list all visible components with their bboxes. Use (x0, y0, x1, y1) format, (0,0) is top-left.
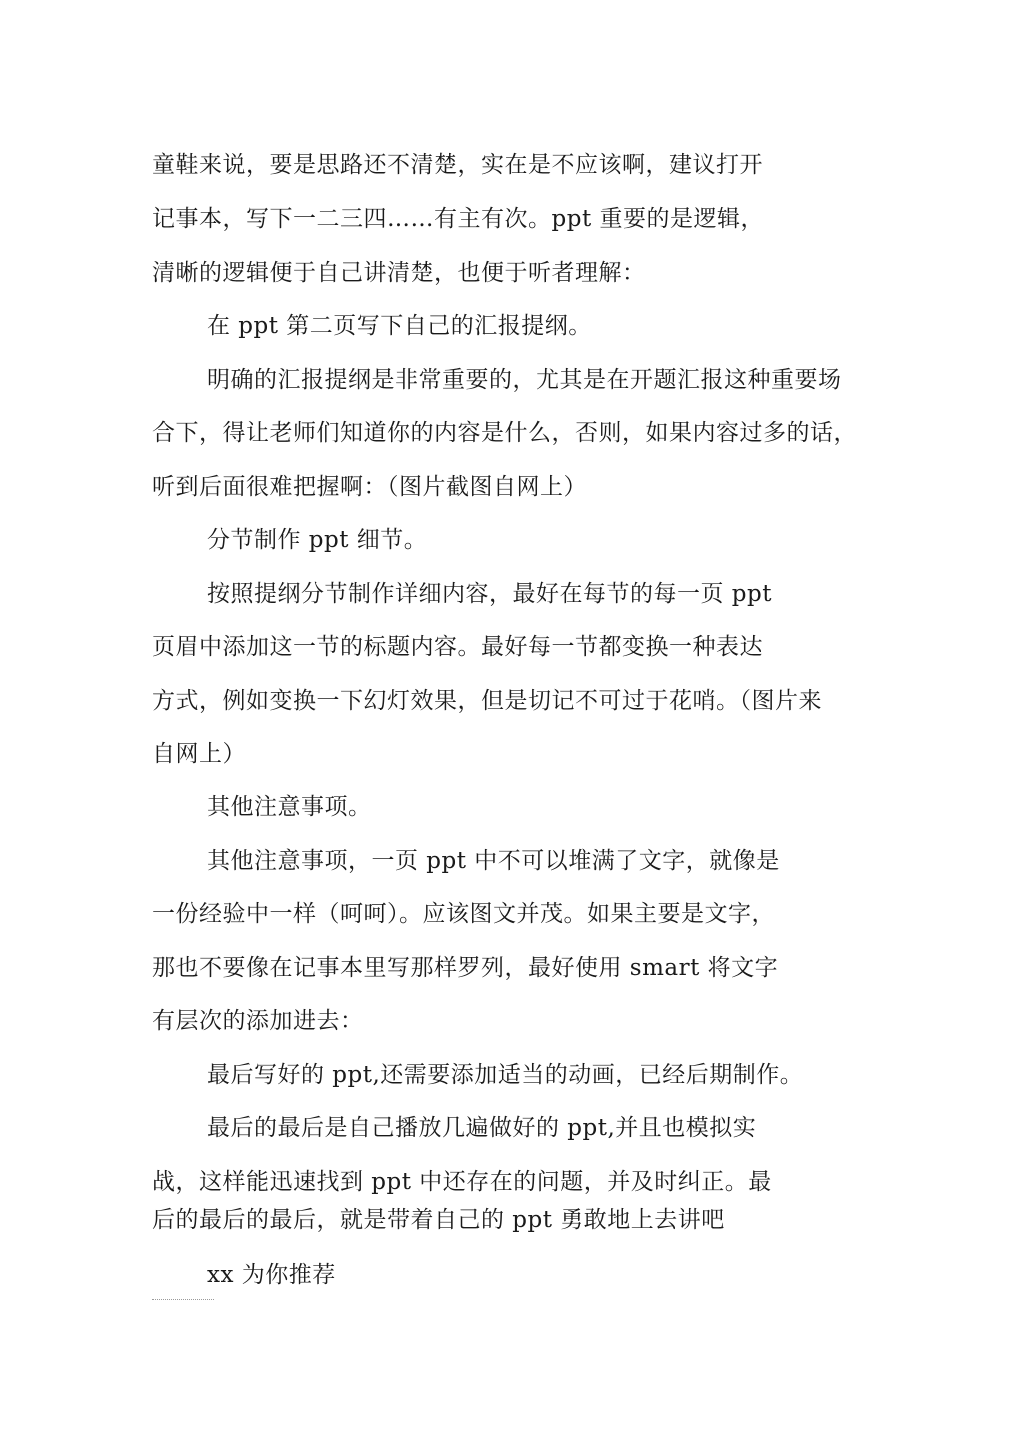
paragraph-line: 页眉中添加这一节的标题内容。最好每一节都变换一种表达 (152, 634, 763, 660)
paragraph-line: 明确的汇报提纲是非常重要的，尤其是在开题汇报这种重要场 (207, 367, 842, 393)
paragraph-line: 分节制作 ppt 细节。 (207, 527, 428, 553)
paragraph-line: 听到后面很难把握啊：（图片截图自网上） (152, 474, 587, 500)
paragraph-line: 童鞋来说，要是思路还不清楚，实在是不应该啊，建议打开 (152, 152, 763, 178)
footer-divider (152, 1299, 214, 1300)
paragraph-line: 其他注意事项。 (207, 794, 372, 820)
paragraph-line: 自网上） (152, 741, 246, 767)
paragraph-line: 合下，得让老师们知道你的内容是什么，否则，如果内容过多的话， (152, 420, 857, 446)
paragraph-line: 一份经验中一样（呵呵）。应该图文并茂。如果主要是文字， (152, 901, 775, 927)
recommendation-heading: xx 为你推荐 (207, 1262, 336, 1288)
paragraph-line: 记事本，写下一二三四……有主有次。ppt 重要的是逻辑， (152, 206, 764, 232)
paragraph-line: 那也不要像在记事本里写那样罗列，最好使用 smart 将文字 (152, 955, 779, 981)
paragraph-line: 方式，例如变换一下幻灯效果，但是切记不可过于花哨。（图片来 (152, 688, 822, 714)
paragraph-line: 有层次的添加进去： (152, 1008, 364, 1034)
paragraph-line: 清晰的逻辑便于自己讲清楚，也便于听者理解： (152, 260, 646, 286)
paragraph-line: 按照提纲分节制作详细内容，最好在每节的每一页 ppt (207, 581, 772, 607)
paragraph-line: 其他注意事项，一页 ppt 中不可以堆满了文字，就像是 (207, 848, 780, 874)
paragraph-line: 最后写好的 ppt,还需要添加适当的动画，已经后期制作。 (207, 1062, 804, 1088)
paragraph-line: 在 ppt 第二页写下自己的汇报提纲。 (207, 313, 592, 339)
paragraph-line: 后的最后的最后，就是带着自己的 ppt 勇敢地上去讲吧 (152, 1207, 725, 1233)
paragraph-line: 战，这样能迅速找到 ppt 中还存在的问题，并及时纠正。最 (152, 1169, 772, 1195)
paragraph-line: 最后的最后是自己播放几遍做好的 ppt,并且也模拟实 (207, 1115, 757, 1141)
